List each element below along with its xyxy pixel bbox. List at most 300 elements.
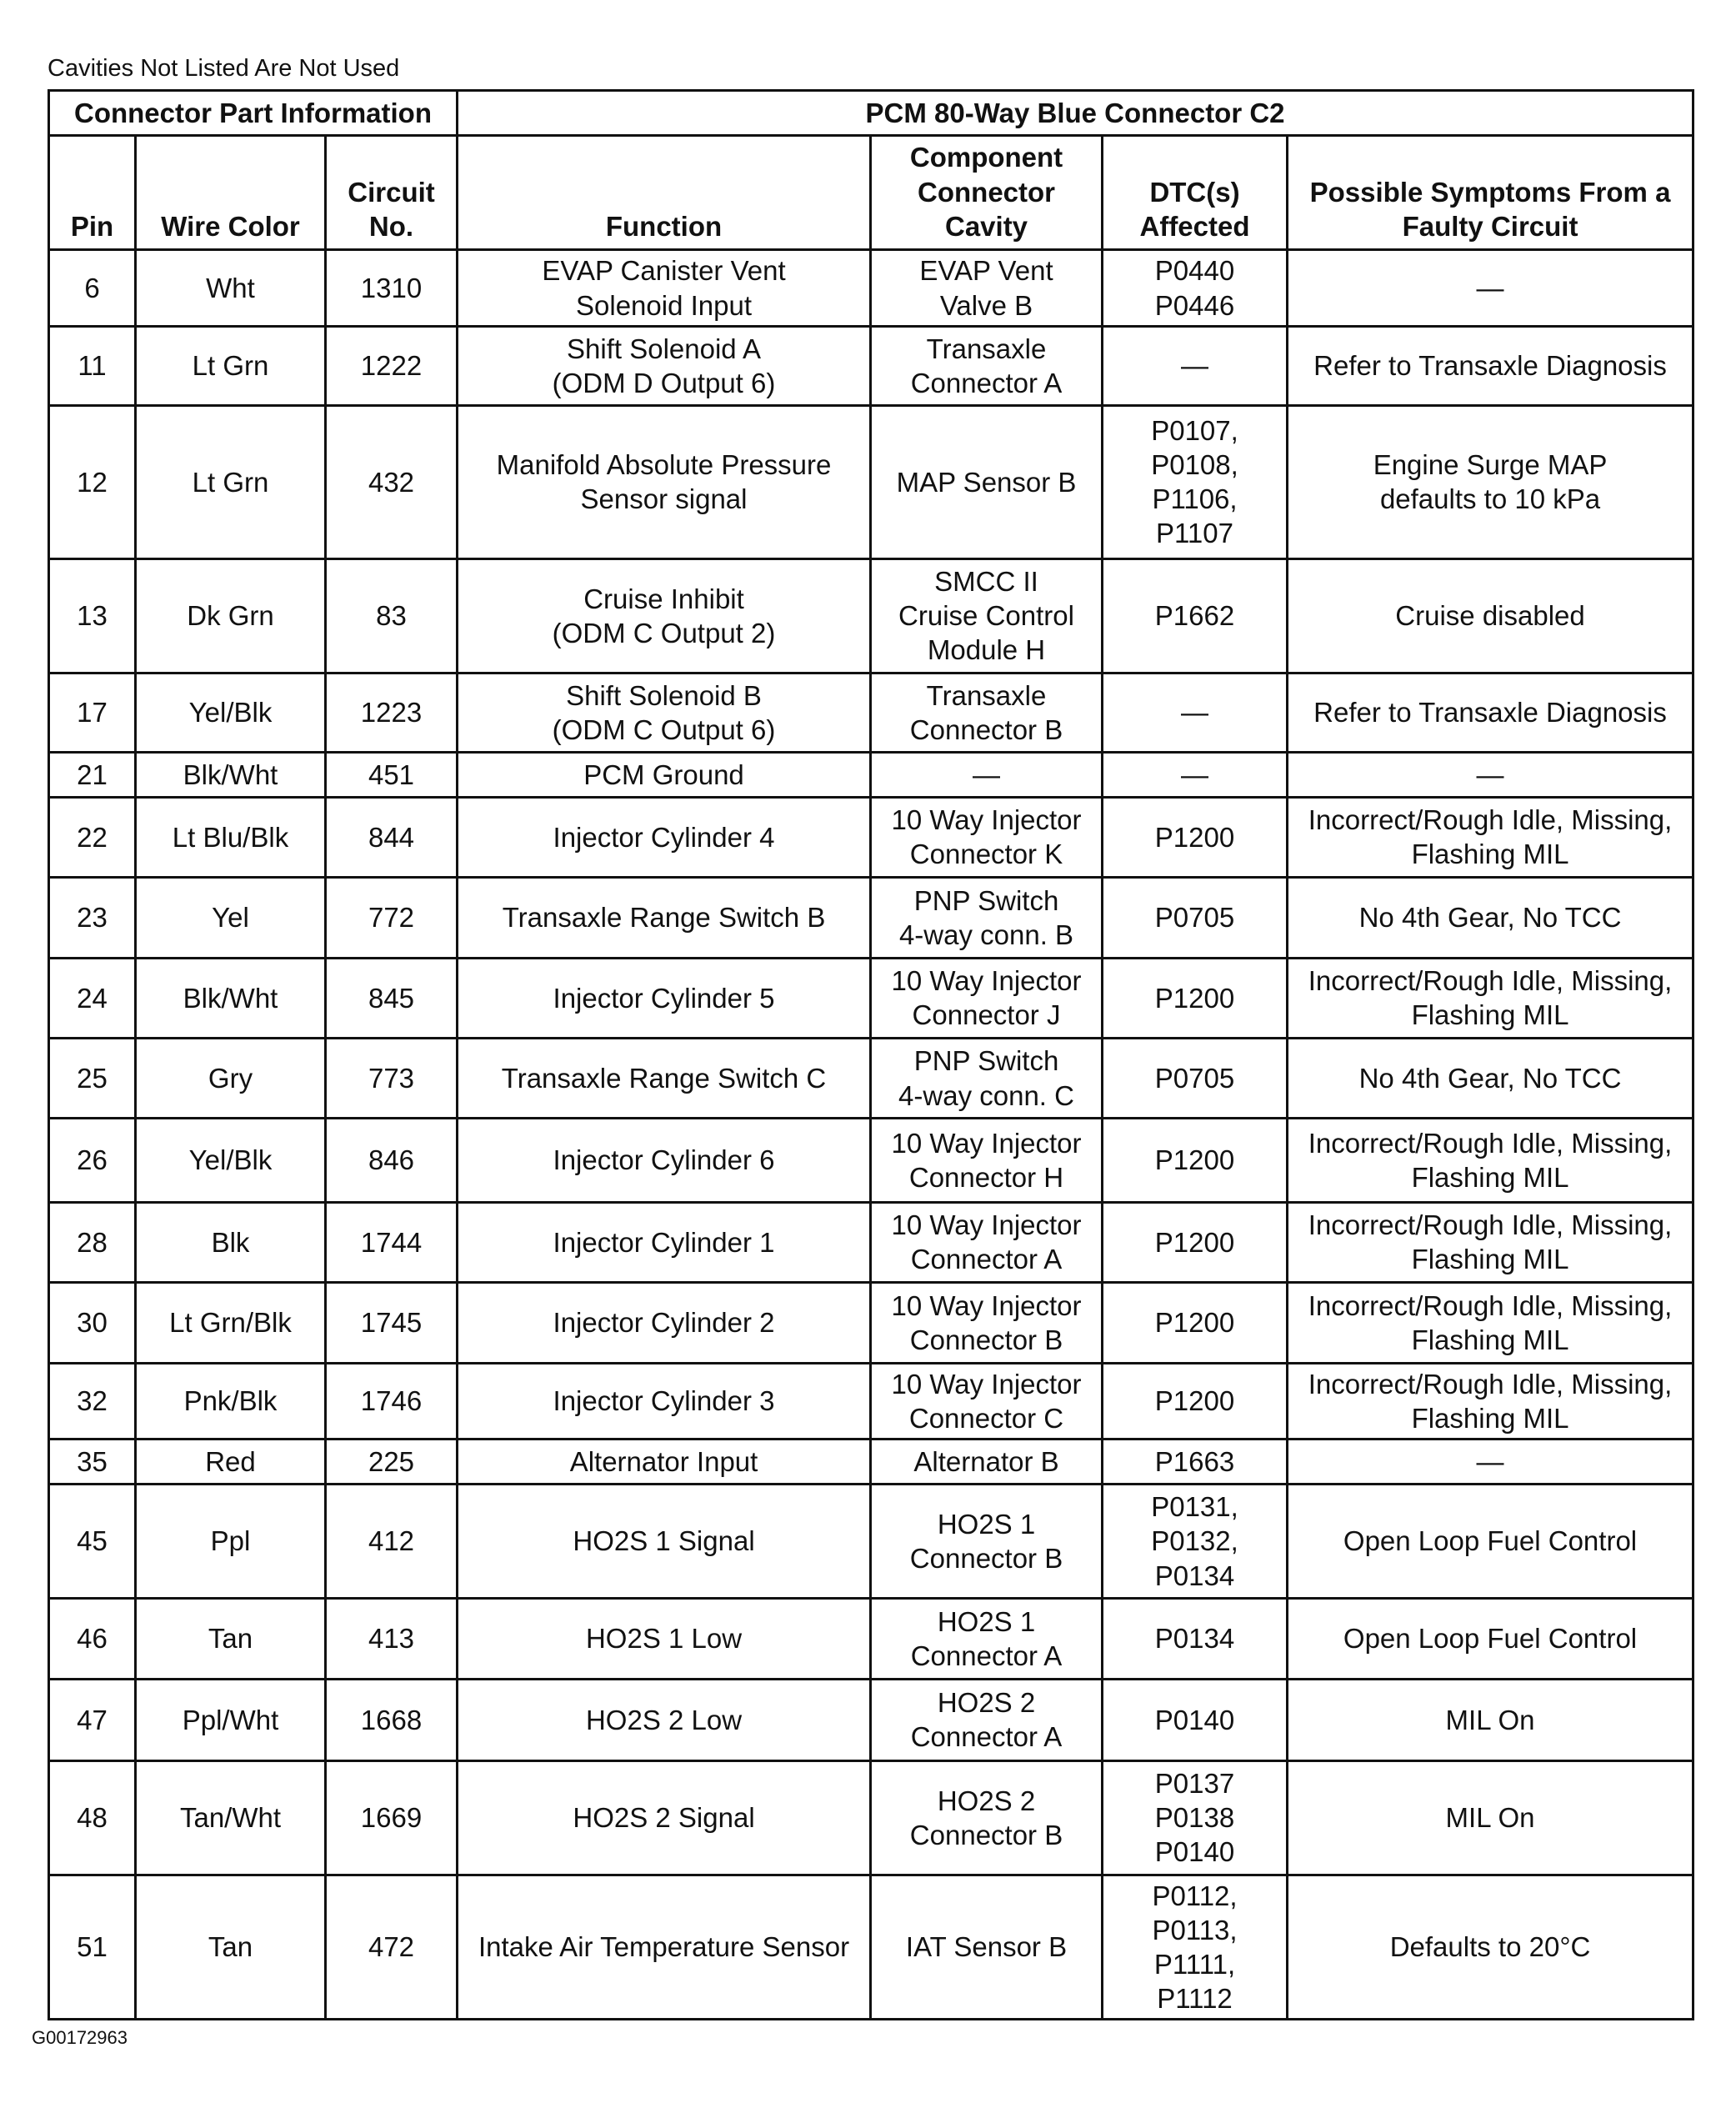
cell-line: Injector Cylinder 6 (553, 1144, 775, 1176)
pin-cell: 13 (49, 558, 136, 673)
header-line: DTC(s) (1149, 176, 1240, 208)
header-line: Connector (918, 176, 1056, 208)
wire-color-cell: Gry (136, 1038, 326, 1118)
function-cell (458, 1283, 871, 1363)
pin-cell: 22 (49, 797, 136, 877)
dtc-cell (1103, 1202, 1288, 1282)
cell-line: Connector B (909, 714, 1063, 745)
wire-color-cell: Ppl (136, 1485, 326, 1599)
cell-line: (ODM D Output 6) (552, 368, 776, 399)
table-row (49, 1598, 1693, 1679)
cell-line: EVAP Vent (919, 255, 1053, 287)
table-row (49, 1202, 1693, 1282)
cell-line: MAP Sensor B (896, 466, 1077, 498)
cell-line: Cruise Control (898, 600, 1074, 632)
table-row (49, 1680, 1693, 1760)
symptoms-cell (1288, 1283, 1693, 1363)
cell-line: Incorrect/Rough Idle, Missing, (1308, 804, 1673, 836)
cell-line: Connector K (909, 839, 1063, 870)
pin-cell: 30 (49, 1283, 136, 1363)
cell-line: 4-way conn. B (898, 919, 1074, 950)
cell-line: HO2S 2 Low (585, 1704, 743, 1735)
cell-line: — (1476, 759, 1504, 790)
component-cavity-cell (871, 1363, 1103, 1439)
dtc-cell (1103, 1598, 1288, 1679)
function-cell (458, 1202, 871, 1282)
cell-line: 10 Way Injector (891, 965, 1082, 996)
component-cavity-cell (871, 1202, 1103, 1282)
pinout-rows (49, 250, 1693, 2020)
circuit-no-cell: 773 (326, 1038, 458, 1118)
cell-line: EVAP Canister Vent (542, 255, 786, 287)
symptoms-cell (1288, 1760, 1693, 1875)
cell-line: — (1181, 697, 1209, 729)
wire-color-cell: Lt Grn/Blk (136, 1283, 326, 1363)
cell-line: Connector H (908, 1162, 1064, 1194)
pin-cell: 11 (49, 327, 136, 405)
cell-line: Incorrect/Rough Idle, Missing, (1308, 1209, 1673, 1241)
cell-line: Flashing MIL (1411, 839, 1569, 870)
pin-cell: 28 (49, 1202, 136, 1282)
circuit-no-cell: 1310 (326, 250, 458, 327)
cell-line: P1112 (1157, 1983, 1233, 2015)
table-row (49, 250, 1693, 327)
cell-line: Connector B (909, 1324, 1063, 1355)
table-row (49, 1439, 1693, 1484)
cell-line: P0107, (1151, 414, 1238, 446)
table-row (49, 405, 1693, 558)
dtc-cell (1103, 1439, 1288, 1484)
pin-cell: 46 (49, 1598, 136, 1679)
cell-line: Flashing MIL (1411, 1402, 1569, 1434)
wire-color-cell: Lt Grn (136, 327, 326, 405)
cell-line: P0140 (1154, 1836, 1235, 1868)
component-cavity-cell (871, 1760, 1103, 1875)
circuit-no-cell: 83 (326, 558, 458, 673)
header-line: Cavity (944, 210, 1028, 242)
dtc-cell (1103, 1363, 1288, 1439)
circuit-no-cell: 1222 (326, 327, 458, 405)
table-row (49, 1038, 1693, 1118)
cell-line: Refer to Transaxle Diagnosis (1313, 350, 1667, 382)
function-cell (458, 327, 871, 405)
circuit-no-cell: 1668 (326, 1680, 458, 1760)
component-cavity-cell (871, 752, 1103, 797)
dtc-cell (1103, 1760, 1288, 1875)
function-cell (458, 878, 871, 958)
pin-cell: 25 (49, 1038, 136, 1118)
pin-cell: 24 (49, 958, 136, 1038)
cell-line: Flashing MIL (1411, 999, 1569, 1031)
component-cavity-cell (871, 327, 1103, 405)
cell-line: Flashing MIL (1411, 1324, 1569, 1355)
pin-cell: 47 (49, 1680, 136, 1760)
cell-line: Connector A (910, 1244, 1063, 1275)
wire-color-cell: Wht (136, 250, 326, 327)
cell-line: — (1476, 1445, 1504, 1477)
cell-line: P1200 (1154, 1226, 1235, 1258)
function-cell (458, 1875, 871, 2020)
component-cavity-cell (871, 250, 1103, 327)
cell-line: — (1476, 273, 1504, 304)
cell-line: P1111, (1153, 1949, 1236, 1980)
circuit-no-cell: 845 (326, 958, 458, 1038)
wire-color-cell: Pnk/Blk (136, 1363, 326, 1439)
circuit-no-cell: 846 (326, 1119, 458, 1202)
dtc-cell (1103, 1038, 1288, 1118)
pin-cell: 26 (49, 1119, 136, 1202)
circuit-no-cell: 225 (326, 1439, 458, 1484)
symptoms-cell (1288, 958, 1693, 1038)
cell-line: P0134 (1154, 1560, 1235, 1591)
table-row (49, 327, 1693, 405)
dtc-cell (1103, 1119, 1288, 1202)
component-cavity-cell (871, 878, 1103, 958)
symptoms-cell (1288, 405, 1693, 558)
table-row (49, 878, 1693, 958)
cell-line: 4-way conn. C (898, 1079, 1074, 1111)
function-cell (458, 1680, 871, 1760)
component-connector-cavity-column-header (871, 136, 1103, 250)
table-row (49, 1119, 1693, 1202)
component-cavity-cell (871, 1680, 1103, 1760)
circuit-no-cell: 1744 (326, 1202, 458, 1282)
cell-line: Sensor signal (580, 483, 748, 515)
cell-line: Incorrect/Rough Idle, Missing, (1308, 1289, 1673, 1321)
pin-cell: 51 (49, 1875, 136, 2020)
dtc-cell (1103, 673, 1288, 752)
circuit-no-cell: 413 (326, 1598, 458, 1679)
circuit-no-column-header (326, 136, 458, 250)
wire-color-cell: Blk (136, 1202, 326, 1282)
table-row (49, 1875, 1693, 2020)
header-line: Circuit (348, 176, 435, 208)
dtc-cell (1103, 878, 1288, 958)
cell-line: HO2S 1 Signal (573, 1525, 755, 1557)
cell-line: HO2S 2 Signal (573, 1802, 755, 1834)
dtc-cell (1103, 797, 1288, 877)
wire-color-cell: Yel (136, 878, 326, 958)
cell-line: Transaxle Range Switch B (502, 902, 826, 934)
cell-line: Solenoid Input (576, 289, 753, 321)
function-cell (458, 1760, 871, 1875)
wire-color-cell: Blk/Wht (136, 752, 326, 797)
cell-line: — (1181, 350, 1209, 382)
cell-line: P1200 (1154, 1385, 1235, 1417)
cell-line: HO2S 1 Low (585, 1623, 743, 1655)
symptoms-cell (1288, 1598, 1693, 1679)
cell-line: Valve B (939, 289, 1033, 321)
cell-line: Shift Solenoid A (567, 333, 762, 364)
wire-color-cell: Yel/Blk (136, 673, 326, 752)
circuit-no-cell: 432 (326, 405, 458, 558)
cell-line: P0131, (1151, 1491, 1238, 1523)
cell-line: Open Loop Fuel Control (1343, 1623, 1638, 1655)
cell-line: P0108, (1151, 448, 1238, 480)
function-cell (458, 752, 871, 797)
cell-line: Injector Cylinder 5 (553, 982, 775, 1014)
cell-line: PNP Switch (913, 1045, 1059, 1077)
pin-cell: 35 (49, 1439, 136, 1484)
cell-line: Flashing MIL (1411, 1162, 1569, 1194)
symptoms-cell (1288, 1202, 1693, 1282)
cell-line: P0113, (1152, 1914, 1238, 1945)
function-cell (458, 673, 871, 752)
pin-cell: 32 (49, 1363, 136, 1439)
component-cavity-cell (871, 958, 1103, 1038)
cell-line: HO2S 2 (937, 1687, 1036, 1719)
cell-line: Defaults to 20°C (1389, 1931, 1591, 1963)
cell-line: Incorrect/Rough Idle, Missing, (1308, 1368, 1673, 1399)
cell-line: No 4th Gear, No TCC (1358, 902, 1622, 934)
circuit-no-cell: 772 (326, 878, 458, 958)
cell-line: No 4th Gear, No TCC (1358, 1063, 1622, 1094)
cell-line: P0134 (1154, 1623, 1235, 1655)
dtc-cell (1103, 1485, 1288, 1599)
cell-line: P0705 (1154, 1063, 1235, 1094)
wire-color-column-header: Wire Color (136, 136, 326, 250)
function-column-header: Function (458, 136, 871, 250)
table-row (49, 797, 1693, 877)
cell-line: Alternator Input (569, 1445, 758, 1477)
cell-line: Transaxle Range Switch C (501, 1063, 827, 1094)
cell-line: Alternator B (913, 1445, 1059, 1477)
cell-line: Cruise disabled (1395, 600, 1585, 632)
cell-line: PCM Ground (583, 759, 744, 790)
dtc-cell (1103, 558, 1288, 673)
dtc-cell (1103, 405, 1288, 558)
component-cavity-cell (871, 1598, 1103, 1679)
pin-cell: 23 (49, 878, 136, 958)
table-row (49, 558, 1693, 673)
cell-line: Shift Solenoid B (566, 679, 762, 711)
header-line: Possible Symptoms From (1309, 176, 1648, 208)
pin-cell: 17 (49, 673, 136, 752)
symptoms-cell (1288, 1680, 1693, 1760)
column-header-row (49, 136, 1693, 250)
cell-line: (ODM C Output 2) (552, 617, 776, 648)
cell-line: Module H (927, 634, 1046, 666)
header-line: a Faulty Circuit (1402, 176, 1671, 242)
component-cavity-cell (871, 1119, 1103, 1202)
group-header-row (49, 91, 1693, 136)
pin-cell: 6 (49, 250, 136, 327)
cell-line: P0112, (1152, 1880, 1238, 1911)
table-row (49, 1760, 1693, 1875)
cell-line: P1200 (1154, 982, 1235, 1014)
component-cavity-cell (871, 1875, 1103, 2020)
wire-color-cell: Tan (136, 1875, 326, 2020)
dtc-column-header (1103, 136, 1288, 250)
figure-id: G00172963 (32, 2027, 128, 2048)
pin-cell: 48 (49, 1760, 136, 1875)
function-cell (458, 1119, 871, 1202)
cell-line: Injector Cylinder 4 (553, 821, 775, 853)
cell-line: HO2S 2 (937, 1785, 1036, 1816)
component-cavity-cell (871, 1283, 1103, 1363)
symptoms-cell (1288, 1875, 1693, 2020)
cell-line: HO2S 1 (937, 1605, 1036, 1637)
component-cavity-cell (871, 1485, 1103, 1599)
cell-line: IAT Sensor B (905, 1931, 1068, 1963)
circuit-no-cell: 844 (326, 797, 458, 877)
connector-pinout-table (48, 89, 1694, 2020)
cell-line: P0132, (1151, 1525, 1238, 1557)
pcm-connector-header: PCM 80-Way Blue Connector C2 (458, 91, 1693, 136)
circuit-no-cell: 1223 (326, 673, 458, 752)
cell-line: Connector B (909, 1819, 1063, 1850)
cell-line: Connector A (910, 1721, 1063, 1753)
cell-line: Connector A (910, 1640, 1063, 1671)
cell-line: Injector Cylinder 3 (553, 1385, 775, 1417)
cell-line: Connector B (909, 1542, 1063, 1574)
cell-line: PNP Switch (913, 884, 1059, 916)
function-cell (458, 250, 871, 327)
cell-line: P1106, (1152, 483, 1238, 515)
cell-line: Injector Cylinder 2 (553, 1307, 775, 1339)
function-cell (458, 405, 871, 558)
function-cell (458, 1439, 871, 1484)
header-line: Affected (1139, 210, 1250, 242)
component-cavity-cell (871, 405, 1103, 558)
header-line: No. (368, 210, 414, 242)
cell-line: P0138 (1154, 1802, 1235, 1834)
cell-line: 10 Way Injector (891, 1209, 1082, 1241)
table-row (49, 673, 1693, 752)
symptoms-cell (1288, 1038, 1693, 1118)
cell-line: SMCC II (934, 565, 1038, 597)
cell-line: 10 Way Injector (891, 1289, 1082, 1321)
function-cell (458, 1598, 871, 1679)
table-row (49, 1485, 1693, 1599)
symptoms-cell (1288, 1119, 1693, 1202)
dtc-cell (1103, 1283, 1288, 1363)
cell-line: Manifold Absolute Pressure (496, 448, 832, 480)
function-cell (458, 958, 871, 1038)
wire-color-cell: Ppl/Wht (136, 1680, 326, 1760)
symptoms-cell (1288, 878, 1693, 958)
pin-cell: 12 (49, 405, 136, 558)
cell-line: (ODM C Output 6) (552, 714, 776, 745)
table-row (49, 1283, 1693, 1363)
cell-line: Connector C (908, 1402, 1064, 1434)
table-row (49, 752, 1693, 797)
cell-line: Engine Surge MAP (1373, 448, 1608, 480)
symptoms-column-header (1288, 136, 1693, 250)
cell-line: Connector J (912, 999, 1061, 1031)
cell-line: P1200 (1154, 821, 1235, 853)
symptoms-cell (1288, 752, 1693, 797)
dtc-cell (1103, 327, 1288, 405)
dtc-cell (1103, 958, 1288, 1038)
circuit-no-cell: 1746 (326, 1363, 458, 1439)
connector-part-information-header: Connector Part Information (49, 91, 458, 136)
symptoms-cell (1288, 327, 1693, 405)
cell-line: P1200 (1154, 1144, 1235, 1176)
cell-line: P0446 (1154, 289, 1235, 321)
circuit-no-cell: 1669 (326, 1760, 458, 1875)
wire-color-cell: Blk/Wht (136, 958, 326, 1038)
symptoms-cell (1288, 1485, 1693, 1599)
cell-line: Cruise Inhibit (583, 583, 744, 614)
wire-color-cell: Yel/Blk (136, 1119, 326, 1202)
pin-cell: 45 (49, 1485, 136, 1599)
table-row (49, 958, 1693, 1038)
cell-line: Open Loop Fuel Control (1343, 1525, 1638, 1557)
cell-line: — (1181, 759, 1209, 790)
cell-line: Injector Cylinder 1 (553, 1226, 775, 1258)
function-cell (458, 1038, 871, 1118)
cell-line: Flashing MIL (1411, 1244, 1569, 1275)
cell-line: P0137 (1154, 1767, 1235, 1799)
cell-line: Intake Air Temperature Sensor (478, 1931, 850, 1963)
component-cavity-cell (871, 797, 1103, 877)
cell-line: Refer to Transaxle Diagnosis (1313, 697, 1667, 729)
function-cell (458, 797, 871, 877)
symptoms-cell (1288, 797, 1693, 877)
dtc-cell (1103, 1680, 1288, 1760)
cell-line: 10 Way Injector (891, 1368, 1082, 1399)
cell-line: P1107 (1156, 518, 1233, 549)
cell-line: 10 Way Injector (891, 1127, 1082, 1159)
symptoms-cell (1288, 1363, 1693, 1439)
circuit-no-cell: 472 (326, 1875, 458, 2020)
circuit-no-cell: 412 (326, 1485, 458, 1599)
function-cell (458, 558, 871, 673)
cell-line: Transaxle (926, 679, 1047, 711)
cell-line: P0140 (1154, 1704, 1235, 1735)
cell-line: Transaxle (926, 333, 1047, 364)
cell-line: P1662 (1154, 600, 1235, 632)
cell-line: HO2S 1 (937, 1508, 1036, 1540)
wire-color-cell: Red (136, 1439, 326, 1484)
cell-line: — (973, 759, 1001, 790)
circuit-no-cell: 1745 (326, 1283, 458, 1363)
function-cell (458, 1485, 871, 1599)
component-cavity-cell (871, 673, 1103, 752)
function-cell (458, 1363, 871, 1439)
cell-line: defaults to 10 kPa (1379, 483, 1601, 515)
cell-line: P0440 (1154, 255, 1235, 287)
symptoms-cell (1288, 1439, 1693, 1484)
cell-line: P0705 (1154, 902, 1235, 934)
wire-color-cell: Tan (136, 1598, 326, 1679)
component-cavity-cell (871, 1038, 1103, 1118)
cell-line: MIL On (1445, 1704, 1535, 1735)
wire-color-cell: Tan/Wht (136, 1760, 326, 1875)
dtc-cell (1103, 1875, 1288, 2020)
cell-line: P1200 (1154, 1307, 1235, 1339)
header-line: Component (909, 142, 1063, 173)
pin-cell: 21 (49, 752, 136, 797)
pin-column-header: Pin (49, 136, 136, 250)
cell-line: MIL On (1445, 1802, 1535, 1834)
cell-line: Incorrect/Rough Idle, Missing, (1308, 965, 1673, 996)
cell-line: P1663 (1154, 1445, 1235, 1477)
component-cavity-cell (871, 558, 1103, 673)
symptoms-cell (1288, 673, 1693, 752)
wire-color-cell: Dk Grn (136, 558, 326, 673)
circuit-no-cell: 451 (326, 752, 458, 797)
cell-line: 10 Way Injector (891, 804, 1082, 836)
cell-line: Incorrect/Rough Idle, Missing, (1308, 1127, 1673, 1159)
unused-cavities-note: Cavities Not Listed Are Not Used (48, 55, 400, 82)
wire-color-cell: Lt Blu/Blk (136, 797, 326, 877)
dtc-cell (1103, 752, 1288, 797)
wire-color-cell: Lt Grn (136, 405, 326, 558)
symptoms-cell (1288, 250, 1693, 327)
table-row (49, 1363, 1693, 1439)
